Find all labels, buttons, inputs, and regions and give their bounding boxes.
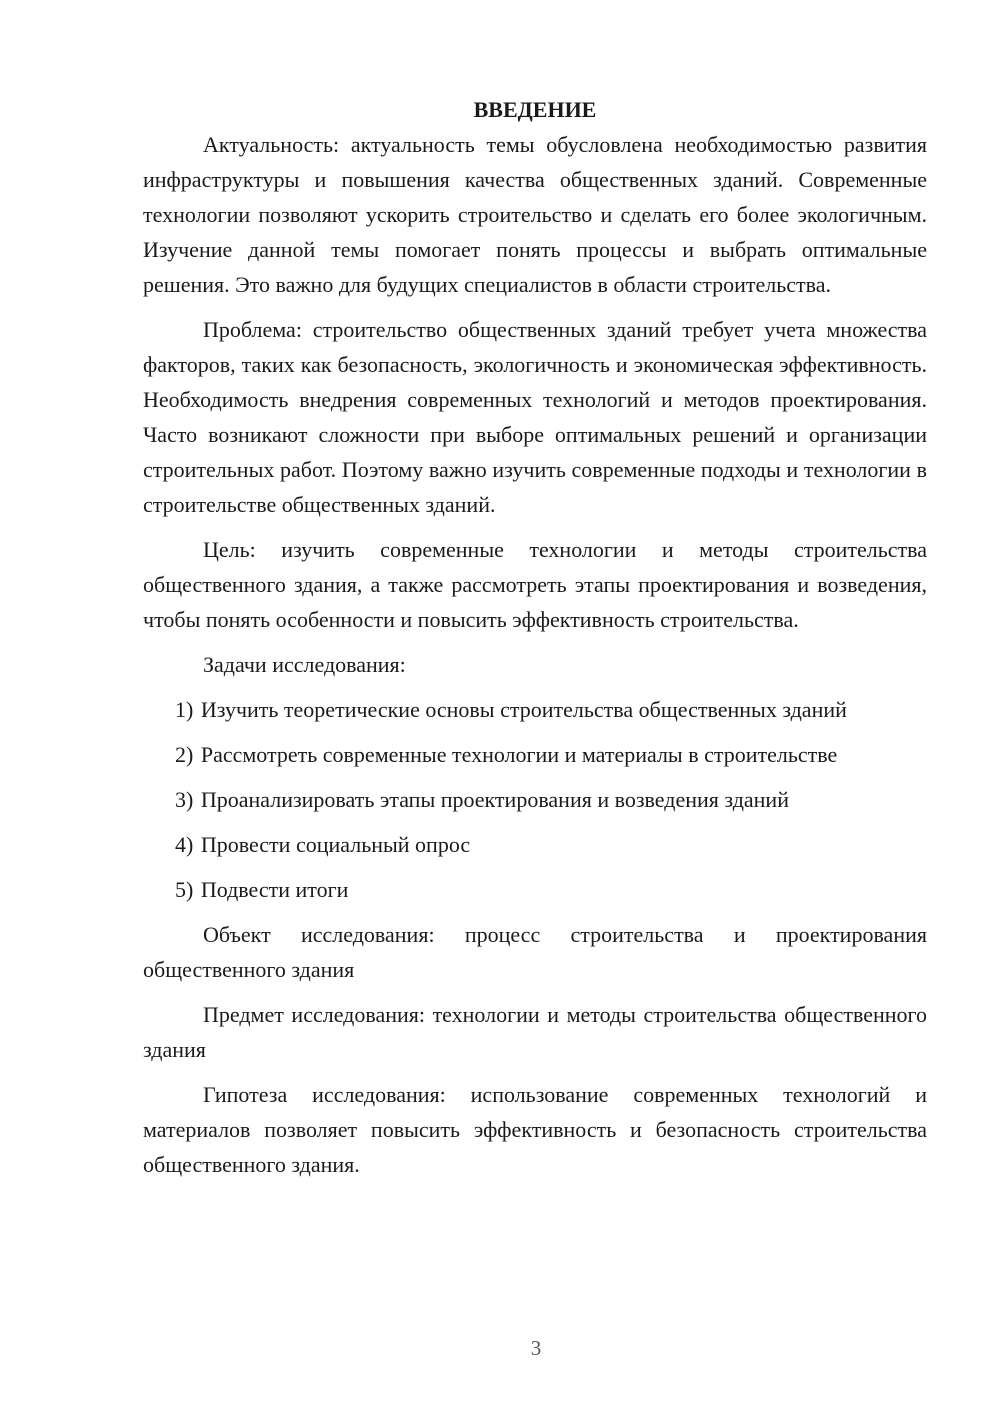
paragraph-problem: Проблема: строительство общественных зданий требует учета множества факторов, таких как безопасность, экологичность и экономическая эффективность. Необходимость внедрения современных технологий и методов проектирования. Часто возникают сложности при выборе оптимальных решений и организации строительных работ. Поэтому важно изучить современные подходы и технологии в строительстве общественных зданий.: [143, 317, 927, 517]
task-text: Рассмотреть современные технологии и материалы в строительстве: [200, 742, 838, 767]
task-item: [143, 872, 927, 907]
paragraph-relevance: Актуальность: актуальность темы обусловлена необходимостью развития инфраструктуры и повышения качества общественных зданий. Современные технологии позволяют ускорить строительство и сделать его более экологичным. Изучение данной темы помогает понять процессы и выбрать оптимальные решения. Это важно для будущих специалистов в области строительства.: [143, 132, 927, 297]
section-heading: ВВЕДЕНИЕ: [473, 97, 597, 122]
paragraph-goal: Цель: изучить современные технологии и методы строительства общественного здания, а также рассмотреть этапы проектирования и возведения, чтобы понять особенности и повысить эффективность строительства.: [143, 537, 927, 632]
paragraph-object: Объект исследования: процесс строительства и проектирования общественного здания: [143, 922, 927, 982]
task-number: 2): [175, 742, 194, 767]
task-item: [143, 692, 927, 727]
task-number: 3): [175, 787, 194, 812]
page-number: 3: [530, 1336, 542, 1360]
tasks-title: Задачи исследования:: [203, 652, 406, 677]
paragraph-subject: Предмет исследования: технологии и методы строительства общественного здания: [143, 1002, 927, 1062]
task-item: [143, 782, 927, 817]
task-text: Провести социальный опрос: [200, 832, 471, 857]
task-item: [143, 737, 927, 772]
task-item: [143, 827, 927, 862]
tasks-list-wrapper: [143, 692, 927, 907]
task-text: Проанализировать этапы проектирования и возведения зданий: [200, 787, 789, 812]
page-content: [143, 92, 927, 1182]
task-number: 1): [175, 697, 194, 722]
task-number: 5): [175, 877, 194, 902]
task-number: 4): [175, 832, 194, 857]
tasks-list: [143, 692, 927, 907]
task-text: Подвести итоги: [200, 877, 349, 902]
paragraph-hypothesis: Гипотеза исследования: использование современных технологий и материалов позволяет повысить эффективность и безопасность строительства общественного здания.: [143, 1082, 927, 1177]
task-text: Изучить теоретические основы строительства общественных зданий: [200, 697, 847, 722]
